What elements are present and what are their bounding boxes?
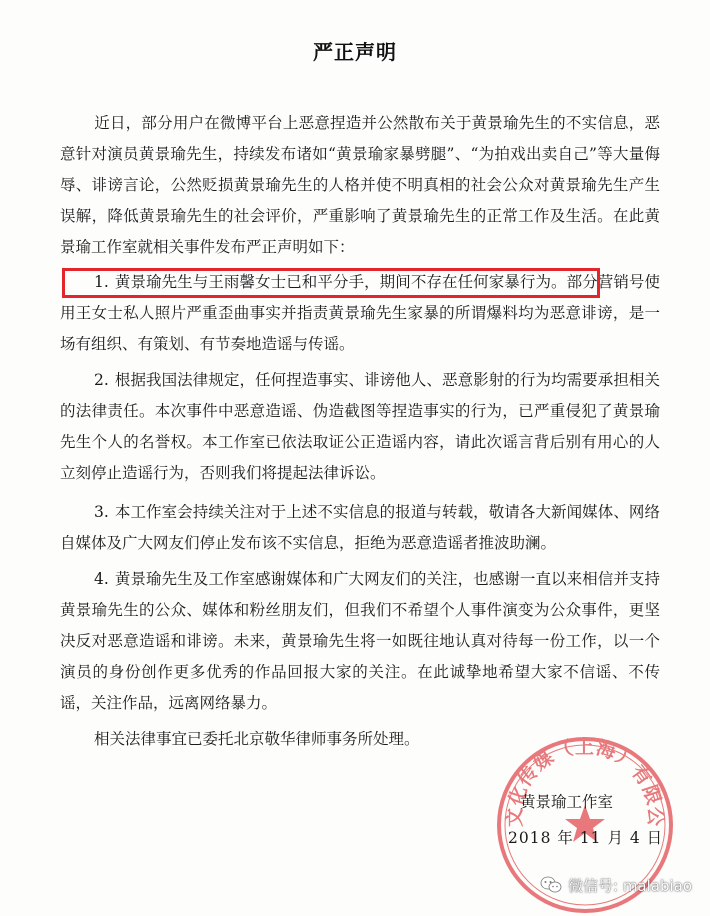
statement-item-3 [60,497,660,559]
intro-text: 近日，部分用户在微博平台上恶意捏造并公然散布关于黄景瑜先生的不实信息，恶意针对演员黄景瑜先生，持续发布诸如“黄景瑜家暴劈腿”、“为拍戏出卖自己”等大量侮辱、诽谤言论，公然贬损黄景瑜先生的人格并使不明真相的社会公众对黄景瑜先生产生误解，降低黄景瑜先生的社会评价，严重影响了黄景瑜先生的正常工作及生活。在此黄景瑜工作室就相关事件发布严正声明如下： [60,114,660,256]
signature: 黄景瑜工作室 [520,793,614,811]
watermark-text: 微信号: malabiao [568,876,693,895]
document-title: 严正声明 [313,40,397,64]
intro-paragraph [60,108,660,263]
item-number: 3. [94,503,109,521]
item-number: 1. [94,273,109,291]
watermark [540,872,692,898]
item-number: 2. [94,371,109,389]
highlight-box [62,268,600,298]
legal-note-text: 相关法律事宜已委托北京敬华律师事务所处理。 [94,730,420,748]
statement-item-4 [60,564,660,719]
item-text: 黄景瑜先生及工作室感谢媒体和广大网友们的关注，也感谢一直以来相信并支持黄景瑜先生的公众、媒体和粉丝朋友们，但我们不希望个人事件演变为公众事件，更坚决反对恶意造谣和诽谤。未来，黄景瑜先生将一如既往地认真对待每一份工作，以一个演员的身份创作更多优秀的作品回报大家的关注。在此诚挚地希望大家不信谣、不传谣，关注作品，远离网络暴力。 [60,570,660,712]
item-text: 黄景瑜先生与王雨馨女士已和平分手，期间不存在任何家暴行为。部分营销号使用王女士私人照片严重歪曲事实并指责黄景瑜先生家暴的所谓爆料均为恶意诽谤，是一场有组织、有策划、有节奏地造谣与传谣。 [60,273,660,353]
item-number: 4. [94,570,109,588]
wechat-icon [540,876,562,894]
statement-item-2 [60,365,660,489]
seal-text: 有文化传媒（上海）有限公司 [484,718,667,828]
item-text: 本工作室会持续关注对于上述不实信息的报道与转载，敬请各大新闻媒体、网络自媒体及广大网友们停止发布该不实信息，拒绝为恶意造谣者推波助澜。 [60,503,660,552]
date: 2018 年 11 月 4 日 [508,829,664,847]
item-text: 根据我国法律规定，任何捏造事实、诽谤他人、恶意影射的行为均需要承担相关的法律责任。本次事件中恶意造谣、伪造截图等捏造事实的行为，已严重侵犯了黄景瑜先生个人的名誉权。本工作室已依法取证公正造谣内容，请此次谣言背后别有用心的人立刻停止造谣行为，否则我们将提起法律诉讼。 [60,371,660,482]
